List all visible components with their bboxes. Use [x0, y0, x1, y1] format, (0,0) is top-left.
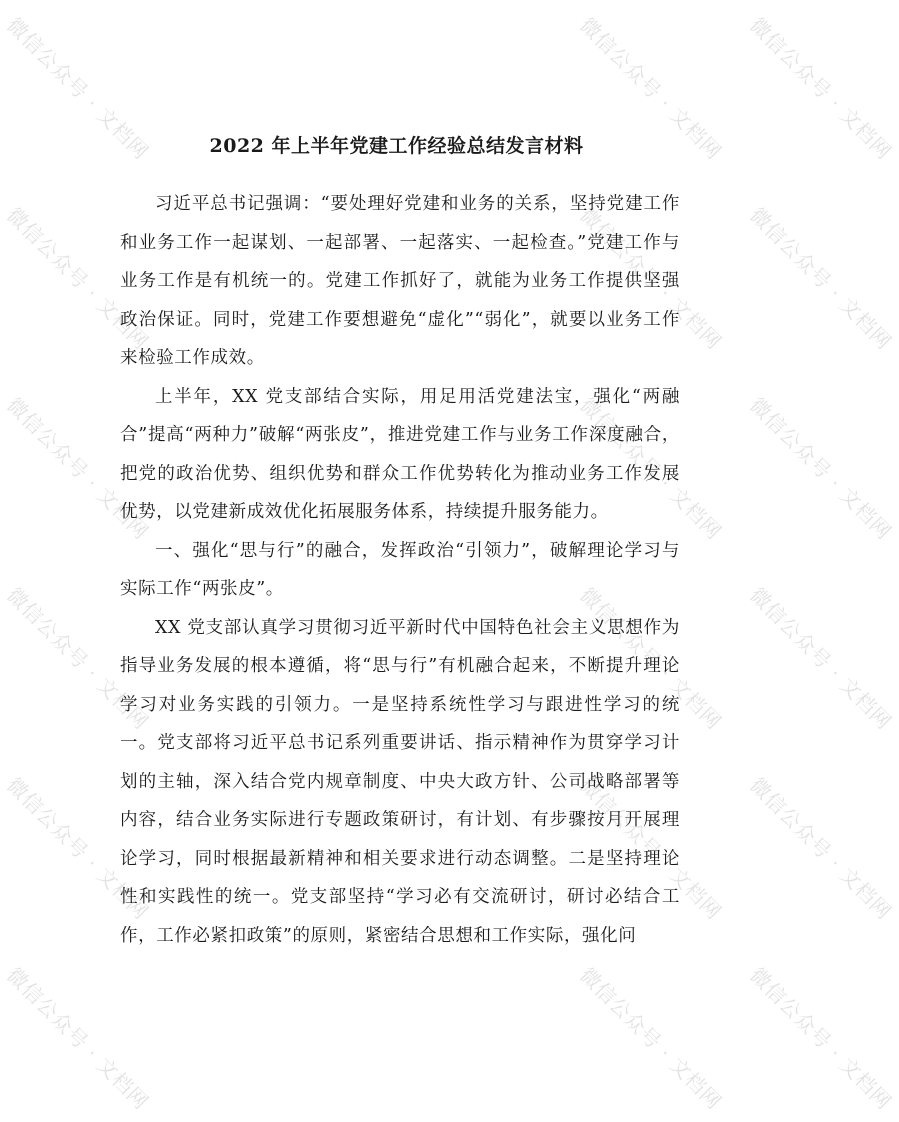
watermark-text: 微信公众号 · 文档网	[745, 392, 897, 545]
watermark-text: 微信公众号 · 文档网	[575, 202, 727, 355]
watermark-text: 微信公众号 · 文档网	[745, 582, 897, 735]
watermark-text: 微信公众号 · 文档网	[2, 772, 154, 925]
document-title: 2022 年上半年党建工作经验总结发言材料	[209, 135, 584, 157]
watermark-text: 微信公众号 · 文档网	[745, 962, 897, 1115]
watermark-text: 微信公众号 · 文档网	[2, 392, 154, 545]
watermark-text: 微信公众号 · 文档网	[2, 12, 154, 165]
watermark-text: 微信公众号 · 文档网	[2, 582, 154, 735]
body-paragraph: 习近平总书记强调：“要处理好党建和业务的关系，坚持党建工作和业务工作一起谋划、一起部署、一起落实、一起检查。”党建工作与业务工作是有机统一的。党建工作抓好了，就能为业务工作提供坚强政治保证。同时，党建工作要想避免“虚化”“弱化”，就要以业务工作来检验工作成效。	[120, 194, 680, 368]
document-body	[120, 185, 680, 955]
watermark-text: 微信公众号 · 文档网	[575, 962, 727, 1115]
watermark-text: 微信公众号 · 文档网	[575, 12, 727, 165]
watermark-text: 微信公众号 · 文档网	[745, 772, 897, 925]
watermark-text: 微信公众号 · 文档网	[2, 202, 154, 355]
section-heading: 一、强化“思与行”的融合，发挥政治“引领力”，破解理论学习与实际工作“两张皮”。	[120, 540, 680, 599]
watermark-text: 微信公众号 · 文档网	[2, 962, 154, 1115]
watermark-text: 微信公众号 · 文档网	[745, 202, 897, 355]
body-paragraph: 上半年，XX 党支部结合实际，用足用活党建法宝，强化“两融合”提高“两种力”破解“两张皮”，推进党建工作与业务工作深度融合，把党的政治优势、组织优势和群众工作优势转化为推动业务工作发展优势，以党建新成效优化拓展服务体系，持续提升服务能力。	[120, 386, 680, 522]
watermark-text: 微信公众号 · 文档网	[575, 392, 727, 545]
watermark-text: 微信公众号 · 文档网	[745, 12, 897, 165]
watermark-text: 微信公众号 · 文档网	[575, 582, 727, 735]
body-paragraph: XX 党支部认真学习贯彻习近平新时代中国特色社会主义思想作为指导业务发展的根本遵循，将“思与行”有机融合起来，不断提升理论学习对业务实践的引领力。一是坚持系统性学习与跟进性学习的统一。党支部将习近平总书记系列重要讲话、指示精神作为贯穿学习计划的主轴，深入结合党内规章制度、中央大政方针、公司战略部署等内容，结合业务实际进行专题政策研讨，有计划、有步骤按月开展理论学习，同时根据最新精神和相关要求进行动态调整。二是坚持理论性和实践性的统一。党支部坚持“学习必有交流研讨，研讨必结合工作，工作必紧扣政策”的原则，紧密结合思想和工作实际，强化问	[120, 617, 680, 946]
watermark-text: 微信公众号 · 文档网	[575, 772, 727, 925]
